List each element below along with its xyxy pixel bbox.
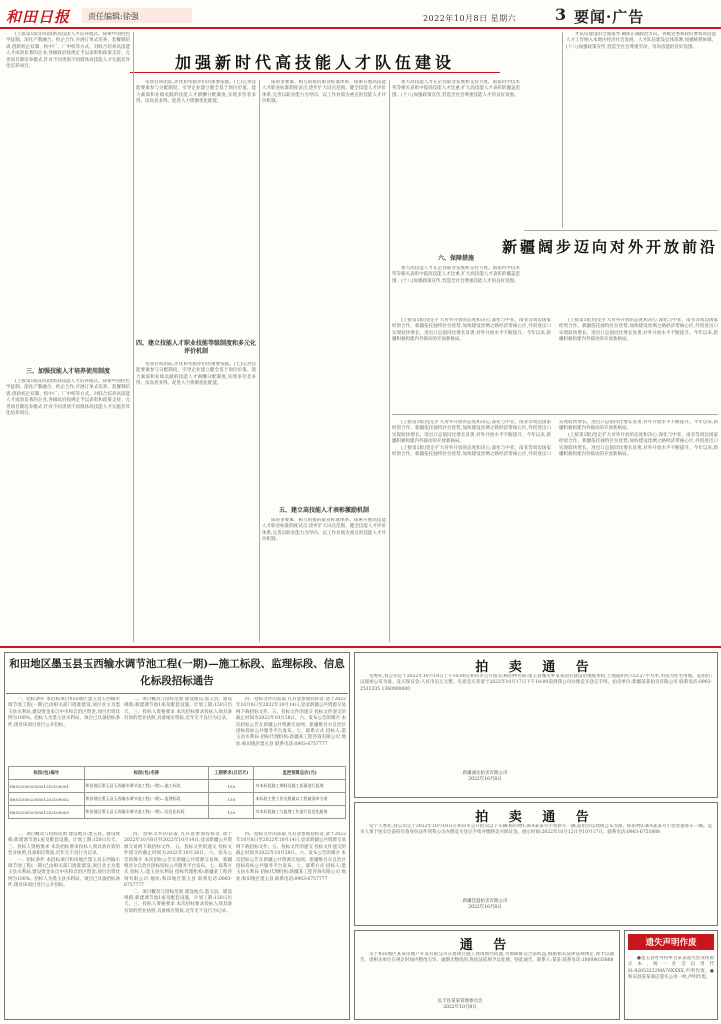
column-divider bbox=[562, 32, 563, 228]
article-column-4b bbox=[392, 266, 520, 312]
bid-ad-col3-top bbox=[236, 697, 346, 763]
subhead-2: 四、建立技能人才职业技能等级制度和多元化评价机制 bbox=[136, 340, 257, 355]
article-paragraph: (上接第1版)坚定扩大对外开放的态度和决心,深化与中亚、南亚等周边国家经贸合作。新疆依托独特区位优势,加快建设丝绸之路经济带核心区,外贸进出口实现较快增长。进出口总值同比增长显著,对外开放水平不断提升。今年以来,新疆积极构建内外联动的开放新格局。 bbox=[559, 318, 718, 343]
lost-notice-text: ●墨玉县吐外特乡吾某某遗失营业执照正本,统一社会信用代码:92653222MA78XXXX,声明作废。●和田县某某商店遗失公章一枚,声明作废。 bbox=[628, 956, 714, 981]
bid-table-header: 标段(包)编号 bbox=[9, 767, 85, 780]
auction-text: 受委托,我公司定于2022年10月18日上午10:00在和田市公开拍卖:标的物名称:墨玉县城关乡某某国有建设用地使用权,土地面积约753.27平方米,用途为住宅用地。起拍价:以现场公布为准。竞买保证金:人民币伍万元整。有意竞买者请于2022年10月17日下午18:00前到我公司办理竞买登记手续。拍卖单位:新疆某某拍卖有限公司 联系电话:0903-2512335 1360000000 bbox=[360, 674, 712, 692]
column-divider bbox=[259, 80, 260, 642]
xinjiang-article-bottom bbox=[392, 420, 718, 642]
ad-section-rule bbox=[0, 646, 721, 648]
bid-table-row bbox=[9, 806, 346, 819]
bid-ad-intro bbox=[8, 697, 120, 763]
auction-notice-2-body bbox=[360, 824, 712, 890]
article-column-3 bbox=[262, 80, 386, 500]
article-column-1b bbox=[6, 379, 130, 641]
bid-ad-title: 和田地区墨玉县玉西输水调节池工程(一期)—施工标段、监理标段、信息化标段招标通告 bbox=[9, 658, 345, 687]
article-paragraph: 才队伍建设的全面领导,确保正确政治方向。各级党委和政府要将高技能人才工作纳入本地区经济社会发展、人才队伍建设总体部署,加强统筹协调。(十八)加强政策宣传,营造全社会尊重劳动、崇尚技能的良好氛围。 bbox=[566, 32, 716, 50]
bid-cell: 对本标段施工与监理工作进行信息化服务 bbox=[254, 806, 346, 819]
bid-ad-text: 一、招标条件 本招标项目和田地区墨玉县玉西输水调节池工程(一期)已由相关部门批准建设,项目业主为墨玉县水利局,建设资金来自中央和自治区资金,项目出资比例为100%。招标人为墨玉县水利局。项目已具备招标条件,现对该项目进行公开招标。 bbox=[8, 697, 120, 728]
bid-cell: 150 bbox=[209, 780, 254, 793]
article-paragraph: (上接第1版)坚定扩大对外开放的态度和决心,深化与中亚、南亚等周边国家经贸合作。新疆依托独特区位优势,加快建设丝绸之路经济带核心区,外贸进出口实现较快增长。进出口总值同比增长显著,对外开放水平不断提升。今年以来,新疆积极构建内外联动的开放新格局。 bbox=[392, 318, 551, 343]
notice-body bbox=[360, 952, 614, 992]
lost-notice-title: 遗失声明作废 bbox=[645, 938, 697, 948]
notice-title: 通 告 bbox=[459, 938, 515, 953]
auction-notice-1-signature: 新疆诚达拍卖有限公司 2022年10月8日 bbox=[462, 771, 508, 782]
bid-cell: 150 bbox=[209, 806, 254, 819]
column-divider bbox=[133, 32, 134, 642]
bid-ad-text: 二、项目概况与招标范围 建设地点:墨玉县。建设规模:新建调节池1座及配套设施。计划工期:150日历天。三、投标人资格要求 本次招标要求投标人须具备有效的营业执照,具备相应资质,近年无不良行为记录。 bbox=[124, 889, 232, 914]
page-number: 3 bbox=[555, 5, 567, 24]
article-paragraph: 加大高技能人才在企业职业发展和支持力度。国家科学技术奖等相关表彰中提高技能人才比重,扩大高技能人才表彰的覆盖范围。(十八)加强政策宣传,营造全社会尊重技能人才的良好氛围。 bbox=[392, 266, 520, 284]
main-headline: 加强新时代高技能人才队伍建设 bbox=[174, 53, 455, 72]
bid-ad-text: 四、招标文件的获取 凡有意参加投标者,请于2022年10月8日至2022年10月14日,登录新疆公共资源交易网下载招标文件。五、投标文件的递交 投标文件递交的截止时间为2022年10月28日。六、发布公告的媒介 本次招标公告在新疆公共资源交易网、新疆维吾尔自治区招标投标公共服务平台发布。七、联系方式 招标人:墨玉县水利局 招标代理机构:新疆某工程咨询有限公司 地址:和田地区墨玉县 联系电话:0903-6757777 bbox=[236, 832, 346, 882]
bid-table-row bbox=[9, 793, 346, 806]
newspaper-logo: 和田日报 bbox=[6, 8, 71, 26]
bid-ad-col1-bottom bbox=[8, 832, 120, 1016]
bid-cell: 和田地区墨玉县玉西输水调节池工程(一期)—信息化标段 bbox=[84, 806, 209, 819]
auction-notice-2-title: 拍 卖 通 告 bbox=[475, 810, 597, 825]
article-paragraph: (上接第1版)坚定扩大对外开放的态度和决心,深化与中亚、南亚等周边国家经贸合作。新疆依托独特区位优势,加快建设丝绸之路经济带核心区,外贸进出口实现较快增长。进出口总值同比增长显著,对外开放水平不断提升。今年以来,新疆积极构建内外联动的开放新格局。 bbox=[392, 420, 551, 445]
bid-ad-text: 一、招标条件 本招标项目和田地区墨玉县玉西输水调节池工程(一期)已由相关部门批准建设,项目业主为墨玉县水利局,建设资金来自中央和自治区资金,项目出资比例为100%。招标人为墨玉县水利局。项目已具备招标条件,现对该项目进行公开招标。 bbox=[8, 857, 120, 889]
article-paragraph: 笔项目和团队,评优和奖励评价的重要依据。(七)完善技能要素参与分配制度。引导企业建立健全基于岗位价值、能力素质和业绩贡献的技能人才薪酬分配制度,实现多劳者多得、技高者多得。促进人力资源优化配置。 bbox=[136, 362, 256, 387]
bid-table bbox=[8, 766, 346, 819]
issue-date: 2022年10月8日 星期六 bbox=[423, 14, 517, 23]
subhead-4: 六、保障措施 bbox=[437, 255, 474, 262]
auction-notice-2-signature: 新疆佳盛拍卖有限公司 2022年10月8日 bbox=[462, 899, 508, 910]
article-column-2b bbox=[136, 362, 256, 642]
bid-table-row bbox=[9, 780, 346, 793]
article-paragraph: (上接第1版)(四)创新高技能人才培养模式。探索中国特色学徒制。深化产教融合、校企合作,开展订单式培养、套餐制培训,创新校企双制、校中厂、厂中校等方式。对联合培养高技能人才成效显著的企业,各级政府按规定予以表彰和政策支持。完善项目制培养模式,针对不同类别不同群体高技能人才实施差异化培养项目。 bbox=[6, 379, 130, 417]
bid-cell: 和田地区墨玉县玉西输水调节池工程(一期)—监理标段 bbox=[84, 793, 209, 806]
masthead-rule bbox=[0, 27, 721, 29]
bid-ad-col2-top bbox=[124, 697, 232, 763]
bid-ad-rule bbox=[6, 693, 348, 694]
headline-rule bbox=[130, 72, 500, 73]
notice-text: 关于和田地区某某房地产开发有限公司在建项目施工现场围挡问题,为保障群众合法权益,根据相关法律法规规定,现予以通告。请相关单位在规定时间内整改完毕。逾期未整改的,将依法依规予以处理。特此通告。联系人:某某 联系电话:18009033888 bbox=[360, 952, 614, 964]
bid-table-header: 工期要求(日历天) bbox=[209, 767, 254, 780]
bid-ad-col2-bottom bbox=[124, 832, 232, 1016]
bid-ad-text: 四、招标文件的获取 凡有意参加投标者,请于2022年10月8日至2022年10月14日,登录新疆公共资源交易网下载招标文件。五、投标文件的递交 投标文件递交的截止时间为2022年10月28日。六、发布公告的媒介 本次招标公告在新疆公共资源交易网、新疆维吾尔自治区招标投标公共服务平台发布。七、联系方式 招标人:墨玉县水利局 招标代理机构:新疆某工程咨询有限公司 地址:和田地区墨玉县 联系电话:0903-6757777 bbox=[236, 697, 346, 747]
bid-ad-text: 二、项目概况与招标范围 建设地点:墨玉县。建设规模:新建调节池1座及配套设施。计划工期:150日历天。三、投标人资格要求 本次招标要求投标人须具备有效的营业执照,具备相应资质,近年无不良行为记录。 bbox=[8, 832, 120, 857]
auction-notice-1-body bbox=[360, 674, 712, 764]
bid-table-header-row bbox=[9, 767, 346, 780]
lost-notice-body bbox=[628, 956, 714, 1016]
notice-signature: 民丰县某某管理委员会 2022年10月8日 bbox=[437, 999, 483, 1010]
xinjiang-rule-top bbox=[524, 230, 718, 231]
article-column-3b bbox=[262, 518, 386, 640]
article-column-5 bbox=[566, 32, 716, 228]
article-paragraph: 笔项目和团队,评优和奖励评价的重要依据。(七)完善技能要素参与分配制度。引导企业建立健全基于岗位价值、能力素质和业绩贡献的技能人才薪酬分配制度,实现多劳者多得、技高者多得。促进人力资源优化配置。 bbox=[136, 80, 256, 105]
subhead-1: 三、加强技能人才培养使用制度 bbox=[25, 368, 110, 375]
bid-cell: 150 bbox=[209, 793, 254, 806]
bid-cell: 对本标段施工期间及施工质量进行监理 bbox=[254, 780, 346, 793]
article-paragraph: 质的多要素、相互衔接的职业标准体系。探索开展高技能人才职业标准制度试点,逐步扩大试点范围。健全技能人才评价体系,完善以职业能力为导向、以工作业绩为重点的技能人才评价机制。 bbox=[262, 80, 386, 105]
bid-cell: E6532000230501202100003 bbox=[9, 806, 85, 819]
bid-cell: 和田地区墨玉县玉西输水调节池工程(一期)—施工标段 bbox=[84, 780, 209, 793]
editor-credit: 责任编辑:徐强 bbox=[88, 12, 139, 21]
xinjiang-article-top bbox=[392, 318, 718, 410]
xinjiang-rule-mid bbox=[392, 414, 718, 415]
article-column-1 bbox=[6, 32, 130, 362]
subhead-3: 五、建立高技能人才表彰激励机制 bbox=[278, 507, 369, 514]
article-paragraph: (上接第1版)(四)创新高技能人才培养模式。探索中国特色学徒制。深化产教融合、校企合作,开展订单式培养、套餐制培训,创新校企双制、校中厂、厂中校等方式。对联合培养高技能人才成效显著的企业,各级政府按规定予以表彰和政策支持。完善项目制培养模式,针对不同类别不同群体高技能人才实施差异化培养项目。 bbox=[6, 32, 130, 70]
article-paragraph: (上接第1版)坚定扩大对外开放的态度和决心,深化与中亚、南亚等周边国家经贸合作。新疆依托独特区位优势,加快建设丝绸之路经济带核心区,外贸进出口实现较快增长。进出口总值同比增长显著,对外开放水平不断提升。今年以来,新疆积极构建内外联动的开放新格局。 bbox=[392, 420, 718, 458]
article-paragraph: 加大高技能人才在企业职业发展和支持力度。国家科学技术奖等相关表彰中提高技能人才比重,扩大高技能人才表彰的覆盖范围。(十八)加强政策宣传,营造全社会尊重技能人才的良好氛围。 bbox=[392, 80, 520, 98]
auction-text: 受个人委托,我公司定于2022年10月18日在和田市公开拍卖以下车辆:标的物1:新A某某号小型轿车一辆,起拍价以现场公布为准。标的物2:新A某某号小型普通客车一辆。竞买人须于拍卖会前持有效身份证件到我公司办理竞买登记手续并缴纳竞买保证金。展示时间:2022年10月12日至10月17日。联系电话:0903-6751888 bbox=[360, 824, 712, 836]
bid-cell: E6532000230501202100002 bbox=[9, 793, 85, 806]
bid-table-header: 监控预算总价(元) bbox=[254, 767, 346, 780]
auction-notice-1-title: 拍 卖 通 告 bbox=[475, 660, 597, 675]
article-column-2 bbox=[136, 80, 256, 332]
bid-cell: E6532000230501202100001 bbox=[9, 780, 85, 793]
article-paragraph: (上接第1版)坚定扩大对外开放的态度和决心,深化与中亚、南亚等周边国家经贸合作。新疆依托独特区位优势,加快建设丝绸之路经济带核心区,外贸进出口实现较快增长。进出口总值同比增长显著,对外开放水平不断提升。今年以来,新疆积极构建内外联动的开放新格局。 bbox=[559, 432, 718, 458]
article-paragraph: 质的多要素、相互衔接的职业标准体系。探索开展高技能人才职业标准制度试点,逐步扩大试点范围。健全技能人才评价体系,完善以职业能力为导向、以工作业绩为重点的技能人才评价机制。 bbox=[262, 518, 386, 543]
bid-ad-text: 二、项目概况与招标范围 建设地点:墨玉县。建设规模:新建调节池1座及配套设施。计划工期:150日历天。三、投标人资格要求 本次招标要求投标人须具备有效的营业执照,具备相应资质,近年无不良行为记录。 bbox=[124, 697, 232, 722]
xinjiang-headline: 新疆阔步迈向对外开放前沿 bbox=[501, 238, 718, 256]
bid-table-header: 标段(包)名称 bbox=[84, 767, 209, 780]
bid-ad-col3-bottom bbox=[236, 832, 346, 1016]
bid-cell: 本标段主要工作及数量以工程量清单为准 bbox=[254, 793, 346, 806]
article-column-4 bbox=[392, 80, 520, 250]
bid-ad-text: 四、招标文件的获取 凡有意参加投标者,请于2022年10月8日至2022年10月14日,登录新疆公共资源交易网下载招标文件。五、投标文件的递交 投标文件递交的截止时间为2022年10月28日。六、发布公告的媒介 本次招标公告在新疆公共资源交易网、新疆维吾尔自治区招标投标公共服务平台发布。七、联系方式 招标人:墨玉县水利局 招标代理机构:新疆某工程咨询有限公司 地址:和田地区墨玉县 联系电话:0903-6757777 bbox=[124, 832, 232, 889]
column-divider bbox=[389, 80, 390, 642]
section-name: 要闻·广告 bbox=[574, 8, 645, 26]
